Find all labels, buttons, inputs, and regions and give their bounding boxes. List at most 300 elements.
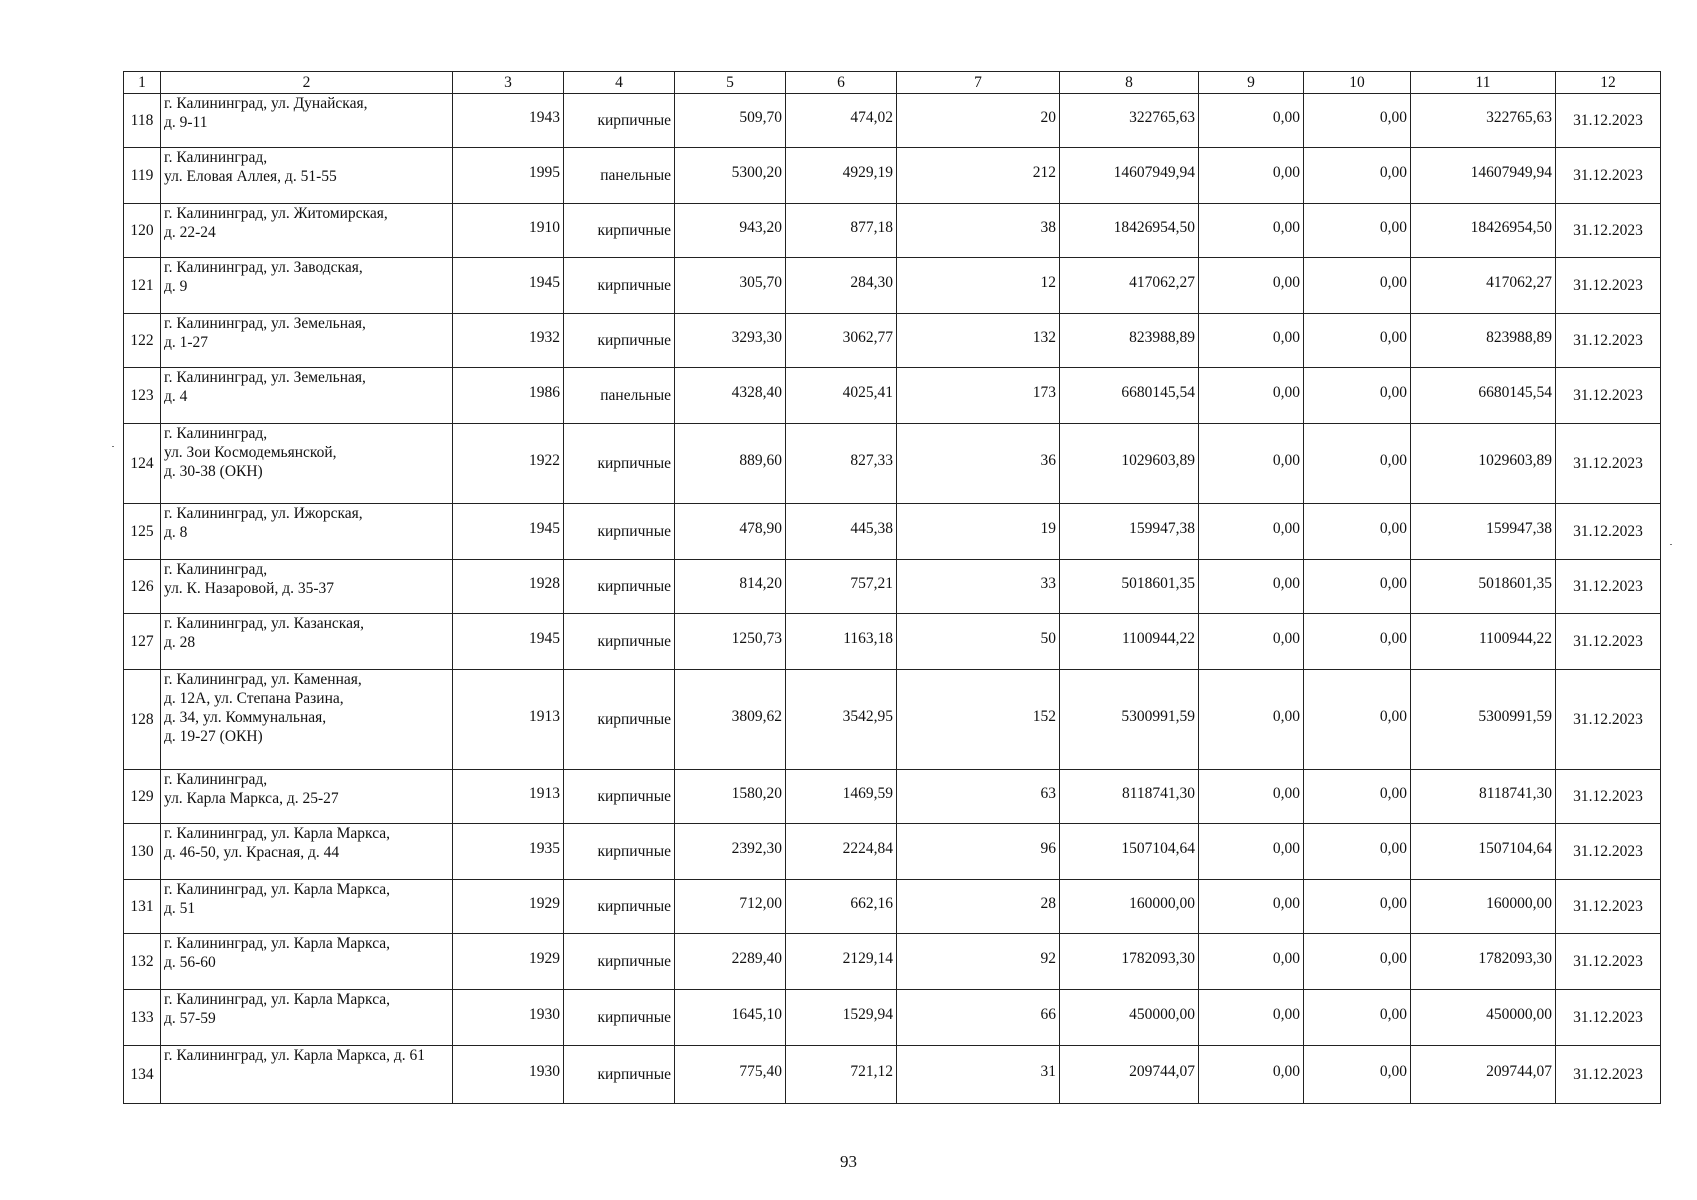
build-year-value: 1930	[529, 1063, 560, 1080]
cost-col-11	[1411, 824, 1556, 880]
wall-material: кирпичные	[564, 824, 675, 880]
table-row	[124, 670, 1661, 770]
wall-material: панельные	[564, 368, 675, 424]
cost-col-9	[1199, 670, 1304, 770]
address-cell	[161, 560, 453, 614]
total-area-value: 1645,10	[731, 1006, 782, 1023]
residents-count	[897, 990, 1060, 1046]
residents-count	[897, 880, 1060, 934]
deadline-date: 31.12.2023	[1556, 424, 1661, 504]
residents-count-value: 212	[1032, 164, 1056, 181]
address-cell	[161, 824, 453, 880]
table-row	[124, 990, 1661, 1046]
cost-col-11	[1411, 990, 1556, 1046]
living-area-value: 3542,95	[842, 708, 893, 725]
total-area-value: 3809,62	[731, 708, 782, 725]
total-cost	[1060, 824, 1199, 880]
cost-col-10	[1304, 824, 1411, 880]
row-number: 118	[124, 94, 161, 148]
cost-col-10	[1304, 504, 1411, 560]
cost-col-10	[1304, 314, 1411, 368]
total-cost	[1060, 314, 1199, 368]
cost-col-10-value: 0,00	[1379, 219, 1407, 236]
table-row	[124, 148, 1661, 204]
cost-col-11	[1411, 368, 1556, 424]
table-row	[124, 934, 1661, 990]
total-cost-value: 5300991,59	[1121, 708, 1195, 725]
cost-col-9-value: 0,00	[1272, 708, 1300, 725]
deadline-date: 31.12.2023	[1556, 880, 1661, 934]
cost-col-10-value: 0,00	[1379, 109, 1407, 126]
row-number: 124	[124, 424, 161, 504]
living-area	[786, 1046, 897, 1104]
wall-material: кирпичные	[564, 670, 675, 770]
living-area	[786, 148, 897, 204]
wall-material: кирпичные	[564, 94, 675, 148]
total-cost-value: 14607949,94	[1113, 164, 1195, 181]
address-line: г. Калининград,	[164, 149, 268, 166]
column-number-header: 8	[1060, 72, 1199, 94]
scan-speck	[1670, 544, 1672, 545]
build-year-value: 1945	[529, 520, 560, 537]
total-cost	[1060, 94, 1199, 148]
cost-col-9	[1199, 1046, 1304, 1104]
column-number-header: 11	[1411, 72, 1556, 94]
row-number: 132	[124, 934, 161, 990]
cost-col-9	[1199, 314, 1304, 368]
total-area-value: 2289,40	[731, 950, 782, 967]
address-line: д. 1-27	[164, 334, 209, 351]
wall-material: кирпичные	[564, 614, 675, 670]
cost-col-9-value: 0,00	[1272, 164, 1300, 181]
cost-col-10-value: 0,00	[1379, 164, 1407, 181]
cost-col-11	[1411, 560, 1556, 614]
living-area-value: 4025,41	[842, 384, 893, 401]
living-area-value: 445,38	[850, 520, 893, 537]
total-cost	[1060, 614, 1199, 670]
address-line: г. Калининград, ул. Дунайская,	[164, 95, 368, 112]
living-area	[786, 504, 897, 560]
total-area	[675, 258, 786, 314]
address-cell	[161, 934, 453, 990]
cost-col-11	[1411, 424, 1556, 504]
residents-count-value: 152	[1032, 708, 1056, 725]
address-line: д. 9	[164, 278, 188, 295]
residents-count-value: 66	[1040, 1006, 1056, 1023]
total-area	[675, 824, 786, 880]
living-area	[786, 934, 897, 990]
cost-col-10	[1304, 934, 1411, 990]
deadline-date: 31.12.2023	[1556, 770, 1661, 824]
build-year	[453, 258, 564, 314]
address-line: г. Калининград,	[164, 561, 268, 578]
build-year-value: 1913	[529, 785, 560, 802]
residents-count	[897, 504, 1060, 560]
wall-material: панельные	[564, 148, 675, 204]
total-cost	[1060, 424, 1199, 504]
cost-col-11-value: 14607949,94	[1470, 164, 1552, 181]
total-cost	[1060, 1046, 1199, 1104]
cost-col-11	[1411, 504, 1556, 560]
total-area-value: 3293,30	[731, 329, 782, 346]
total-cost	[1060, 880, 1199, 934]
cost-col-10-value: 0,00	[1379, 384, 1407, 401]
housing-registry-table	[123, 71, 1661, 1104]
total-cost	[1060, 368, 1199, 424]
living-area-value: 1469,59	[842, 785, 893, 802]
residents-count	[897, 314, 1060, 368]
wall-material: кирпичные	[564, 560, 675, 614]
cost-col-9	[1199, 258, 1304, 314]
living-area-value: 1529,94	[842, 1006, 893, 1023]
row-number: 123	[124, 368, 161, 424]
cost-col-11-value: 823988,89	[1486, 329, 1552, 346]
address-cell	[161, 258, 453, 314]
column-number-header: 6	[786, 72, 897, 94]
total-cost-value: 417062,27	[1129, 274, 1195, 291]
address-line: г. Калининград, ул. Карла Маркса,	[164, 935, 391, 952]
residents-count-value: 132	[1032, 329, 1056, 346]
residents-count-value: 173	[1032, 384, 1056, 401]
total-cost-value: 5018601,35	[1121, 575, 1195, 592]
address-line: д. 9-11	[164, 114, 208, 131]
total-area	[675, 670, 786, 770]
deadline-date: 31.12.2023	[1556, 990, 1661, 1046]
address-line: г. Калининград, ул. Земельная,	[164, 369, 366, 386]
total-area-value: 4328,40	[731, 384, 782, 401]
table-row	[124, 1046, 1661, 1104]
living-area-value: 1163,18	[843, 630, 893, 647]
row-number: 134	[124, 1046, 161, 1104]
cost-col-9-value: 0,00	[1272, 384, 1300, 401]
table-row	[124, 824, 1661, 880]
deadline-date: 31.12.2023	[1556, 148, 1661, 204]
living-area	[786, 990, 897, 1046]
cost-col-11-value: 450000,00	[1486, 1006, 1552, 1023]
deadline-date: 31.12.2023	[1556, 314, 1661, 368]
address-cell	[161, 770, 453, 824]
build-year	[453, 314, 564, 368]
residents-count-value: 63	[1040, 785, 1056, 802]
total-cost-value: 209744,07	[1129, 1063, 1195, 1080]
cost-col-9	[1199, 204, 1304, 258]
address-line: д. 22-24	[164, 224, 216, 241]
build-year-value: 1945	[529, 274, 560, 291]
total-cost	[1060, 770, 1199, 824]
living-area	[786, 560, 897, 614]
row-number: 133	[124, 990, 161, 1046]
residents-count-value: 92	[1040, 950, 1056, 967]
address-cell	[161, 148, 453, 204]
total-area-value: 712,00	[739, 895, 782, 912]
address-line: д. 8	[164, 524, 188, 541]
cost-col-9	[1199, 148, 1304, 204]
residents-count-value: 50	[1040, 630, 1056, 647]
column-number-header: 9	[1199, 72, 1304, 94]
table-row	[124, 424, 1661, 504]
cost-col-11-value: 18426954,50	[1470, 219, 1552, 236]
residents-count-value: 96	[1040, 840, 1056, 857]
address-line: д. 46-50, ул. Красная, д. 44	[164, 844, 340, 861]
total-area	[675, 94, 786, 148]
cost-col-10	[1304, 258, 1411, 314]
total-area	[675, 1046, 786, 1104]
column-number-header: 7	[897, 72, 1060, 94]
living-area	[786, 770, 897, 824]
column-number-header: 12	[1556, 72, 1661, 94]
cost-col-9-value: 0,00	[1272, 785, 1300, 802]
deadline-date: 31.12.2023	[1556, 94, 1661, 148]
wall-material: кирпичные	[564, 504, 675, 560]
cost-col-9-value: 0,00	[1272, 219, 1300, 236]
address-line: д. 34, ул. Коммунальная,	[164, 709, 327, 726]
total-area-value: 775,40	[739, 1063, 782, 1080]
total-cost	[1060, 934, 1199, 990]
row-number: 131	[124, 880, 161, 934]
address-cell	[161, 204, 453, 258]
build-year-value: 1995	[529, 164, 560, 181]
total-area-value: 943,20	[739, 219, 782, 236]
total-area	[675, 314, 786, 368]
living-area	[786, 368, 897, 424]
address-cell	[161, 614, 453, 670]
address-line: г. Калининград, ул. Каменная,	[164, 671, 362, 688]
total-cost	[1060, 670, 1199, 770]
total-cost-value: 1782093,30	[1121, 950, 1195, 967]
build-year-value: 1929	[529, 950, 560, 967]
total-area	[675, 880, 786, 934]
cost-col-9	[1199, 990, 1304, 1046]
row-number: 127	[124, 614, 161, 670]
column-number-header: 1	[124, 72, 161, 94]
document-page	[123, 71, 1660, 1104]
total-cost	[1060, 560, 1199, 614]
residents-count	[897, 824, 1060, 880]
total-cost-value: 6680145,54	[1121, 384, 1195, 401]
wall-material: кирпичные	[564, 258, 675, 314]
deadline-date: 31.12.2023	[1556, 204, 1661, 258]
row-number: 120	[124, 204, 161, 258]
living-area-value: 2129,14	[842, 950, 893, 967]
cost-col-11-value: 322765,63	[1486, 109, 1552, 126]
page-number: 93	[840, 1152, 857, 1171]
residents-count	[897, 204, 1060, 258]
table-row	[124, 94, 1661, 148]
build-year	[453, 880, 564, 934]
residents-count-value: 19	[1040, 520, 1056, 537]
address-line: г. Калининград, ул. Заводская,	[164, 259, 363, 276]
residents-count-value: 31	[1040, 1063, 1056, 1080]
address-cell	[161, 314, 453, 368]
build-year-value: 1932	[529, 329, 560, 346]
total-area-value: 509,70	[739, 109, 782, 126]
total-cost-value: 1100944,22	[1121, 630, 1195, 647]
residents-count	[897, 94, 1060, 148]
total-area-value: 814,20	[739, 575, 782, 592]
cost-col-10	[1304, 560, 1411, 614]
cost-col-9-value: 0,00	[1272, 840, 1300, 857]
address-line: ул. Зои Космодемьянской,	[164, 444, 337, 461]
build-year	[453, 94, 564, 148]
build-year-value: 1943	[529, 109, 560, 126]
wall-material: кирпичные	[564, 770, 675, 824]
cost-col-9-value: 0,00	[1272, 1006, 1300, 1023]
cost-col-10	[1304, 770, 1411, 824]
living-area-value: 284,30	[850, 274, 893, 291]
cost-col-10-value: 0,00	[1379, 840, 1407, 857]
total-cost-value: 1029603,89	[1121, 452, 1195, 469]
wall-material: кирпичные	[564, 204, 675, 258]
living-area	[786, 204, 897, 258]
residents-count	[897, 1046, 1060, 1104]
living-area-value: 662,16	[850, 895, 893, 912]
total-cost-value: 8118741,30	[1121, 785, 1195, 802]
living-area-value: 3062,77	[842, 329, 893, 346]
cost-col-10-value: 0,00	[1379, 785, 1407, 802]
cost-col-11	[1411, 258, 1556, 314]
column-number-header: 2	[161, 72, 453, 94]
residents-count	[897, 934, 1060, 990]
address-line: г. Калининград, ул. Карла Маркса, д. 61	[164, 1047, 426, 1064]
total-area	[675, 148, 786, 204]
build-year	[453, 990, 564, 1046]
row-number: 122	[124, 314, 161, 368]
build-year	[453, 614, 564, 670]
wall-material: кирпичные	[564, 880, 675, 934]
build-year-value: 1945	[529, 630, 560, 647]
total-cost-value: 322765,63	[1129, 109, 1195, 126]
total-area	[675, 934, 786, 990]
build-year-value: 1913	[529, 708, 560, 725]
total-cost-value: 159947,38	[1129, 520, 1195, 537]
row-number: 125	[124, 504, 161, 560]
residents-count	[897, 770, 1060, 824]
total-cost	[1060, 504, 1199, 560]
residents-count	[897, 258, 1060, 314]
column-number-header: 3	[453, 72, 564, 94]
total-area	[675, 614, 786, 670]
build-year	[453, 204, 564, 258]
address-cell	[161, 504, 453, 560]
residents-count-value: 12	[1040, 274, 1056, 291]
living-area-value: 721,12	[850, 1063, 893, 1080]
table-row	[124, 770, 1661, 824]
residents-count-value: 28	[1040, 895, 1056, 912]
cost-col-11-value: 1507104,64	[1478, 840, 1552, 857]
cost-col-11	[1411, 148, 1556, 204]
living-area-value: 4929,19	[842, 164, 893, 181]
residents-count	[897, 670, 1060, 770]
residents-count	[897, 614, 1060, 670]
cost-col-9	[1199, 560, 1304, 614]
table-row	[124, 614, 1661, 670]
cost-col-10-value: 0,00	[1379, 452, 1407, 469]
build-year-value: 1929	[529, 895, 560, 912]
address-line: д. 12А, ул. Степана Разина,	[164, 690, 344, 707]
build-year	[453, 148, 564, 204]
row-number: 126	[124, 560, 161, 614]
cost-col-9	[1199, 934, 1304, 990]
row-number: 130	[124, 824, 161, 880]
cost-col-10	[1304, 670, 1411, 770]
cost-col-10	[1304, 990, 1411, 1046]
column-number-header: 4	[564, 72, 675, 94]
wall-material: кирпичные	[564, 314, 675, 368]
cost-col-11-value: 1100944,22	[1478, 630, 1552, 647]
cost-col-10	[1304, 148, 1411, 204]
living-area-value: 2224,84	[842, 840, 893, 857]
address-line: г. Калининград, ул. Ижорская,	[164, 505, 363, 522]
deadline-date: 31.12.2023	[1556, 258, 1661, 314]
cost-col-9-value: 0,00	[1272, 950, 1300, 967]
living-area	[786, 314, 897, 368]
cost-col-10-value: 0,00	[1379, 575, 1407, 592]
address-line: г. Калининград, ул. Земельная,	[164, 315, 366, 332]
wall-material: кирпичные	[564, 1046, 675, 1104]
cost-col-11	[1411, 1046, 1556, 1104]
address-line: ул. Еловая Аллея, д. 51-55	[164, 168, 337, 185]
table-row	[124, 204, 1661, 258]
address-cell	[161, 670, 453, 770]
total-cost	[1060, 148, 1199, 204]
residents-count-value: 36	[1040, 452, 1056, 469]
living-area	[786, 424, 897, 504]
total-area	[675, 368, 786, 424]
wall-material: кирпичные	[564, 990, 675, 1046]
cost-col-11	[1411, 314, 1556, 368]
total-cost	[1060, 258, 1199, 314]
cost-col-10-value: 0,00	[1379, 895, 1407, 912]
cost-col-9-value: 0,00	[1272, 575, 1300, 592]
address-line: г. Калининград, ул. Казанская,	[164, 615, 364, 632]
living-area	[786, 670, 897, 770]
cost-col-10	[1304, 94, 1411, 148]
cost-col-11	[1411, 770, 1556, 824]
cost-col-10	[1304, 424, 1411, 504]
address-line: д. 28	[164, 634, 196, 651]
address-cell	[161, 990, 453, 1046]
build-year-value: 1986	[529, 384, 560, 401]
deadline-date: 31.12.2023	[1556, 368, 1661, 424]
build-year	[453, 670, 564, 770]
cost-col-9	[1199, 504, 1304, 560]
build-year	[453, 368, 564, 424]
address-line: ул. Карла Маркса, д. 25-27	[164, 790, 339, 807]
address-line: ул. К. Назаровой, д. 35-37	[164, 580, 335, 597]
build-year-value: 1930	[529, 1006, 560, 1023]
build-year	[453, 504, 564, 560]
deadline-date: 31.12.2023	[1556, 504, 1661, 560]
table-row	[124, 560, 1661, 614]
address-line: д. 30-38 (ОКН)	[164, 463, 263, 480]
total-area-value: 478,90	[739, 520, 782, 537]
total-cost-value: 160000,00	[1129, 895, 1195, 912]
living-area	[786, 258, 897, 314]
living-area-value: 757,21	[850, 575, 893, 592]
cost-col-9-value: 0,00	[1272, 630, 1300, 647]
cost-col-10	[1304, 1046, 1411, 1104]
address-line: г. Калининград,	[164, 771, 268, 788]
address-line: д. 4	[164, 388, 188, 405]
living-area-value: 827,33	[850, 452, 893, 469]
row-number: 121	[124, 258, 161, 314]
address-line: г. Калининград,	[164, 425, 268, 442]
address-line: д. 51	[164, 900, 196, 917]
cost-col-10-value: 0,00	[1379, 1006, 1407, 1023]
total-cost	[1060, 204, 1199, 258]
cost-col-10	[1304, 614, 1411, 670]
cost-col-11	[1411, 614, 1556, 670]
